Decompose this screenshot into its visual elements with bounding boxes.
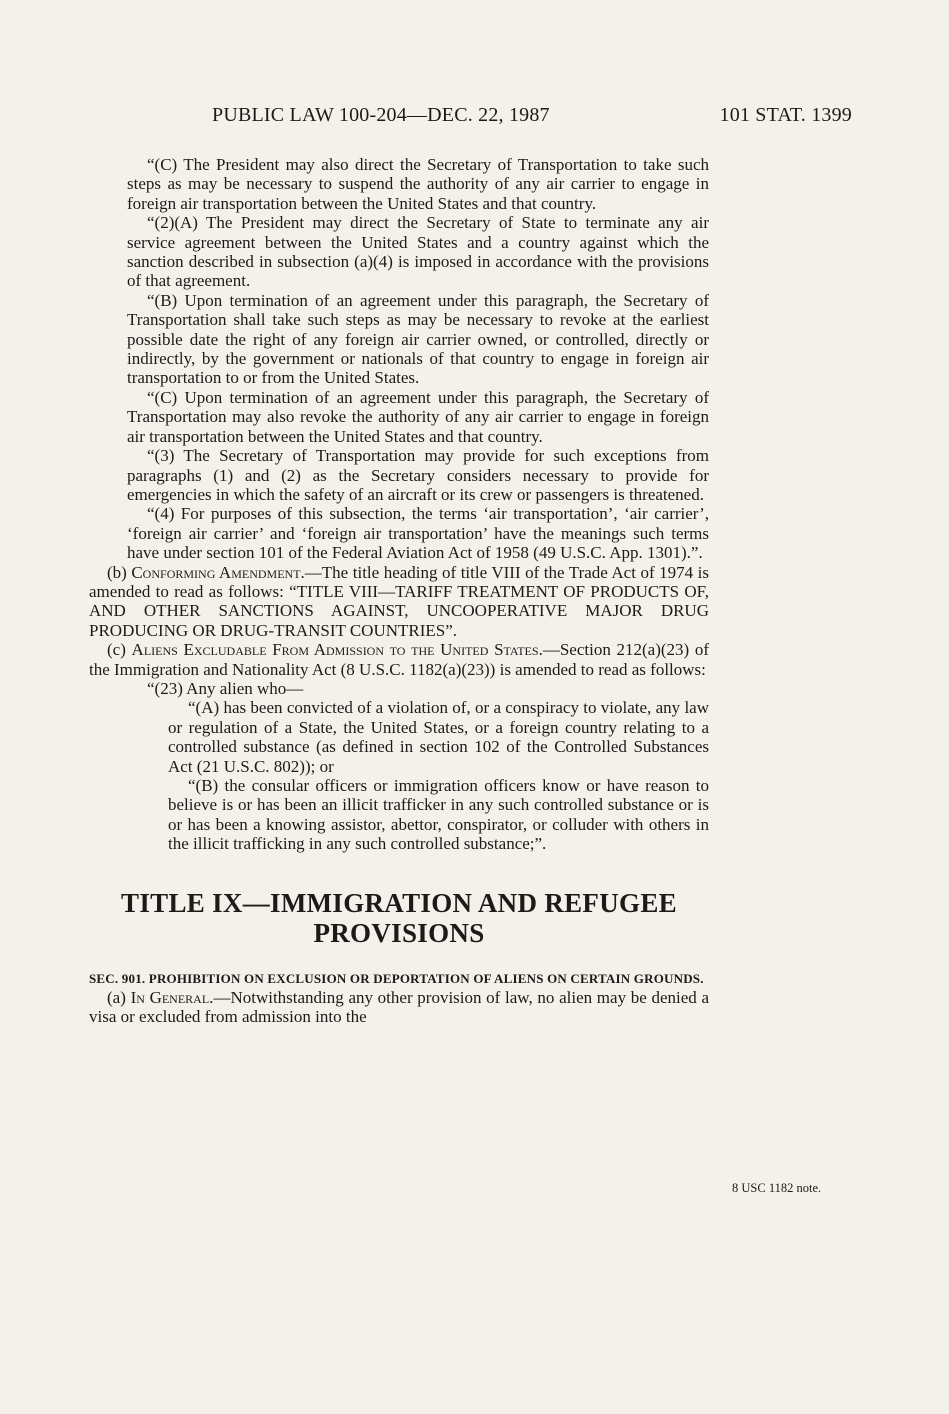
subsection-c-text: —Section 212(a)(23) of the Immigration and Nationality Act (8 U.S.C. 1182(a)(23)) is amended to read as follows: [89,640,710,679]
subsection-b-heading: Conforming Amendment. [131,562,305,582]
subsection-c-heading: Aliens Excludable From Admission to the United States. [131,640,543,660]
subsection-a-label: (a) [107,987,131,1007]
section-heading [89,970,709,988]
paragraph-2-2C: “(C) Upon termination of an agreement under this paragraph, the Secretary of Transportation may also revoke the authority of any air carrier to engage in foreign air transportation between the United States and that country. [127,387,709,446]
subsection-c [89,640,709,679]
body-text [89,155,709,1026]
subsection-b [89,563,709,641]
header-stat-page: 101 STAT. 1399 [719,104,852,126]
margin-note: 8 USC 1182 note. [732,1181,822,1195]
subsection-b-text: —The title heading of title VIII of the Trade Act of 1974 is amended to read as follows: “TITLE VIII—TARIFF TREATMENT OF PRODUCTS OF, AND OTHER SANCTIONS AGAINST, UNCOOPERATIVE MAJOR DRUG PRODUCING OR DRUG-TRANSIT COUNTRIES”. [89,562,709,640]
subparagraph-23A: “(A) has been convicted of a violation of, or a conspiracy to violate, any law or regulation of a State, the United States, or a foreign country relating to a controlled substance (as defined in section 102 of the Controlled Substances Act (21 U.S.C. 802)); or [168,698,709,776]
subsection-b-label: (b) [107,562,132,582]
paragraph-23: “(23) Any alien who— [147,678,304,698]
paragraph-2-2B: “(B) Upon termination of an agreement under this paragraph, the Secretary of Transportation shall take such steps as may be necessary to revoke at the earliest possible date the right of any foreign air carrier owned, or controlled, directly or indirectly, by the government or nationals of that country to engage in foreign air transportation to or from the United States. [127,290,709,388]
title-heading-line1: TITLE IX—IMMIGRATION AND REFUGEE [121,887,677,918]
paragraph-2-4: “(4) For purposes of this subsection, the terms ‘air transportation’, ‘air carrier’, ‘foreign air carrier’ and ‘foreign air transportation’ have the meanings such terms have under section 101 of the Federal Aviation Act of 1958 (49 U.S.C. App. 1301).”. [127,504,709,563]
title-heading-line2: PROVISIONS [313,917,485,948]
title-heading [89,888,709,948]
paragraph-2-3: “(3) The Secretary of Transportation may provide for such exceptions from paragraphs (1) and (2) as the Secretary considers necessary to provide for emergencies in which the safety of an aircraft or its crew or passengers is threatened. [127,446,709,504]
header-title: PUBLIC LAW 100-204—DEC. 22, 1987 [212,104,550,126]
paragraph-2C: “(C) The President may also direct the Secretary of Transportation to take such steps as may be necessary to suspend the authority of any air carrier to engage in foreign air transportation between the United States and that country. [127,155,709,213]
subsection-a-heading: In General. [130,987,214,1007]
subsection-a-text: —Notwithstanding any other provision of law, no alien may be denied a visa or excluded from admission into the [89,987,710,1027]
page-header [90,104,852,130]
section-title: PROHIBITION ON EXCLUSION OR DEPORTATION OF ALIENS ON CERTAIN GROUNDS. [148,970,704,986]
subsection-c-label: (c) [107,640,132,660]
section-label: SEC. 901. [89,970,149,986]
subparagraph-23B: “(B) the consular officers or immigration officers know or have reason to believe is or has been an illicit trafficker in any such controlled substance or is or has been a knowing assistor, abettor, conspirator, or colluder with others in the illicit trafficking in any such controlled substance;”. [168,776,709,854]
paragraph-2-2A: “(2)(A) The President may direct the Secretary of State to terminate any air service agreement between the United States and a country against which the sanction described in subsection (a)(4) is imposed in accordance with the provisions of that agreement. [127,213,709,291]
subsection-a [89,988,709,1027]
